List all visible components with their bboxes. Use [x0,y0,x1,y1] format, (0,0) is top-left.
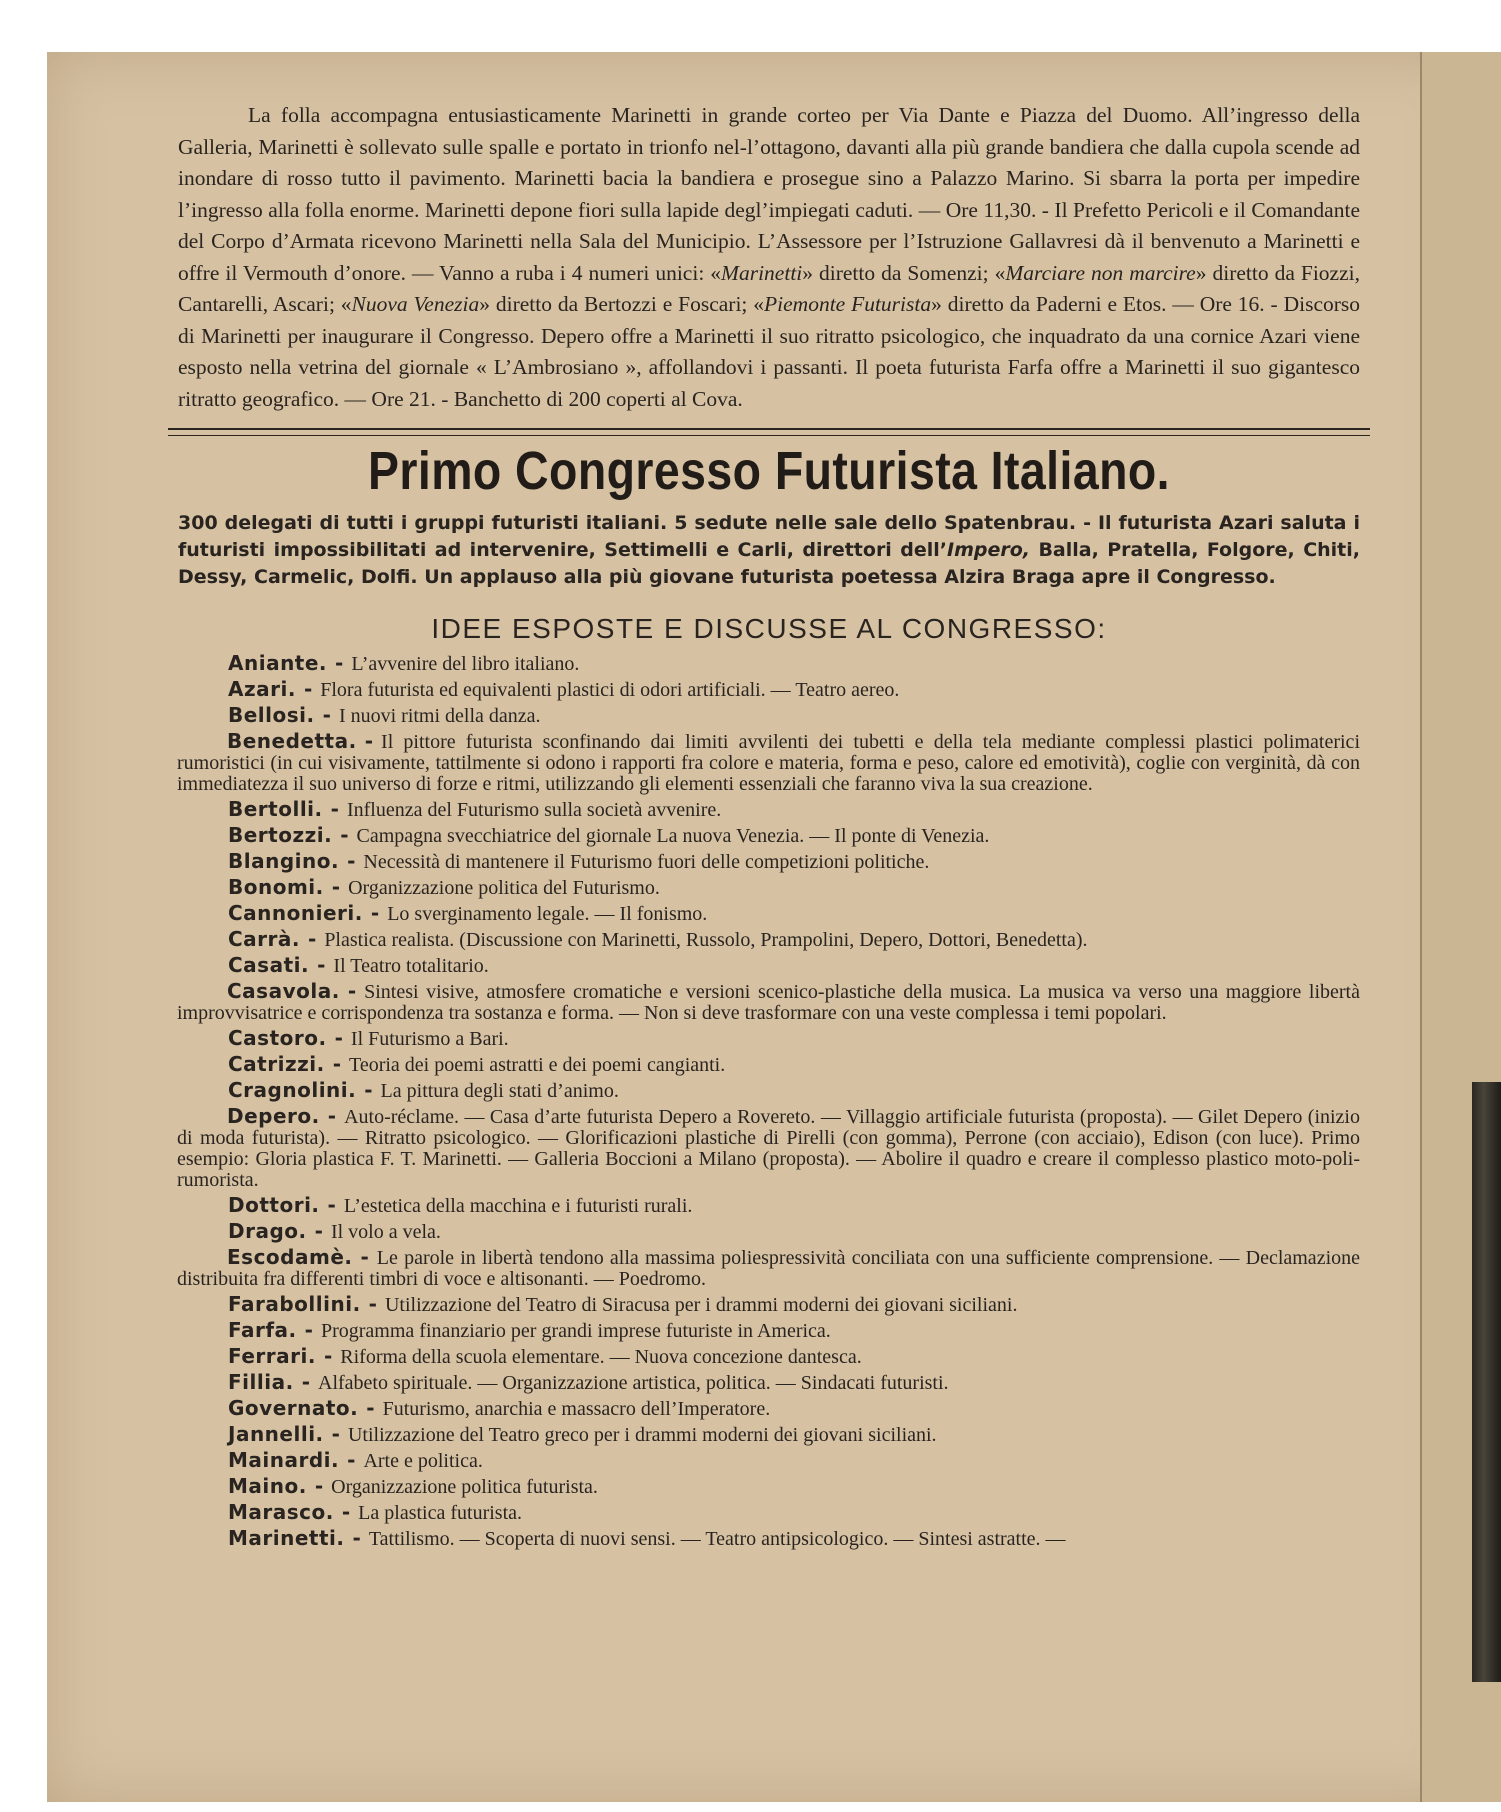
idea-entry [228,1372,1360,1394]
entry-author: Escodamè. [227,1245,353,1269]
entry-dash: - [347,979,357,1003]
intro-text-5: » diretto da Paderni e Etos. — Ore 16. - Discorso di Marinetti per inaugurare il Congresso. Depero offre a Marinetti il suo ritratto psicologico, che inquadrato da una cornice Azari viene esposto nella vetrina del giornale « L’Ambrosiano », affollandovi i passanti. Il poeta futurista Farfa offre a Marinetti il suo gigantesco ritratto geografico. — Ore 21. - Banchetto di 200 coperti al Cova. [178,292,1361,411]
entry-author: Castoro. [228,1026,327,1050]
idea-entry [228,1398,1360,1420]
entry-dash: - [301,1370,310,1394]
entry-text: Campagna svecchiatrice del giornale La nuova Venezia. — Il ponte di Venezia. [356,825,990,847]
entry-author: Farfa. [228,1318,297,1342]
intro-title-4: Piemonte Futurista [764,292,932,316]
idea-entry [228,1346,1360,1368]
entry-text: Flora futurista ed equivalenti plastici di odori artificiali. — Teatro aereo. [320,679,900,701]
congress-title: Primo Congresso Futurista Italiano. [367,441,1171,501]
idea-entry [228,705,1360,727]
entry-text: Teoria dei poemi astratti e dei poemi cangianti. [349,1054,726,1076]
entry-dash: - [308,927,317,951]
idea-entry [228,653,1360,675]
entry-author: Dottori. [228,1193,320,1217]
entry-dash: - [327,1193,336,1217]
entry-author: Bonomi. [228,875,324,899]
entry-author: Bertolli. [228,797,323,821]
entry-author: Casavola. [227,979,340,1003]
idea-entry [228,1502,1360,1524]
idea-entry [228,955,1360,977]
entry-text: L’estetica della macchina e i futuristi rurali. [343,1195,693,1217]
entry-author: Ferrari. [228,1344,316,1368]
entry-author: Benedetta. [227,729,357,753]
idea-entry [228,1450,1360,1472]
entry-dash: - [370,901,380,925]
entry-dash: - [303,677,313,701]
entry-text: Alfabeto spirituale. — Organizzazione artistica, politica. — Sindacati futuristi. [318,1372,949,1394]
double-rule-divider [168,428,1370,436]
entry-author: Maino. [228,1474,307,1498]
entry-dash: - [323,1344,333,1368]
entry-author: Blangino. [228,849,340,873]
entry-dash: - [314,1219,323,1243]
entry-text: Necessità di mantenere il Futurismo fuori delle competizioni politiche. [363,851,930,873]
entry-author: Marasco. [228,1500,334,1524]
entry-author: Cannonieri. [228,901,363,925]
idea-entry [228,825,1360,847]
intro-text-2: » diretto da Somenzi; « [802,260,1006,285]
entry-author: Drago. [228,1219,307,1243]
entry-author: Casati. [228,953,310,977]
entry-author: Fillia. [228,1370,294,1394]
entry-dash: - [317,953,326,977]
congress-subtitle [178,510,1360,591]
entry-author: Cragnolini. [228,1078,357,1102]
entry-dash: - [331,875,341,899]
idea-entry [228,1294,1360,1316]
entry-dash: - [304,1318,313,1342]
entry-text: Arte e politica. [363,1450,483,1472]
idea-entry [228,679,1360,701]
subtitle-text-a: 300 delegati di tutti i gruppi futuristi italiani. 5 sedute nelle sale dello Spatenbrau. - Il futurista Azari saluta i futuristi impossibilitati ad intervenire, Settimelli e Carli, direttori dell’ [178,512,1360,561]
idea-entry [228,1080,1360,1102]
entry-dash: - [332,1052,341,1076]
intro-title-1: Marinetti [721,260,803,285]
entry-text: Le parole in libertà tendono alla massima poliespressività conciliata con una sufficiente comprensione. — Declamazione distribuita fra differenti timbri di voce e altisonanti. — Poedromo. [177,1247,1360,1290]
entry-author: Azari. [228,677,296,701]
entry-text: Sintesi visive, atmosfere cromatiche e versioni scenico-plastiche della musica. La musica va verso una maggiore libertà improvvisatrice e corrispondenza tra sostanza e forma. — Non si deve trasformare con una veste complessa i temi popolari. [177,981,1360,1024]
idea-entry [177,981,1360,1024]
entry-author: Depero. [227,1104,320,1128]
adjacent-photo-strip [1472,1082,1501,1682]
entry-text: Il volo a vela. [330,1221,441,1243]
entry-dash: - [366,1396,375,1420]
entry-text: Tattilismo. — Scoperta di nuovi sensi. — Teatro antipsicologico. — Sintesi astratte. — [368,1528,1066,1550]
entry-text: Organizzazione politica futurista. [331,1476,598,1498]
idea-entry [228,929,1360,951]
intro-title-2: Marciare non marcire [1005,260,1196,285]
entry-text: Il Teatro totalitario. [333,955,489,977]
idea-entry [228,1320,1360,1342]
intro-text-3: » diretto da Fiozzi, Cantarelli, Ascari; « [178,260,1360,316]
idea-entry [228,1028,1360,1050]
entry-text: Programma finanziario per grandi imprese futuriste in America. [320,1320,831,1342]
idea-entry [177,1106,1360,1191]
entry-author: Governato. [228,1396,359,1420]
entry-text: Il pittore futurista sconfinando dai limiti avvilenti dei tubetti e della tela mediante complessi plastici polimaterici rumoristici (in cui visivamente, tattilmente si odono i rapporti fra colore e materia, forma e peso, calore ed emotività), coglie con verginità, dà con immediatezza il suo universo di forze e ritmi, utilizzando gli elementi essenziali che faranno viva la sua creazione. [177,731,1360,795]
entry-author: Marinetti. [228,1526,345,1550]
idea-entry [228,1424,1360,1446]
entry-text: Utilizzazione del Teatro di Siracusa per i drammi moderni dei giovani siciliani. [384,1294,1018,1316]
idea-entry [228,1195,1360,1217]
entry-dash: - [327,1104,337,1128]
intro-paragraph [178,100,1360,415]
idea-entry [228,1476,1360,1498]
entry-dash: - [368,1292,377,1316]
entry-dash: - [352,1526,361,1550]
intro-title-3: Nuova Venezia [351,292,480,316]
entry-dash: - [334,1026,343,1050]
document-content [178,100,1360,1554]
idea-entry [177,1247,1360,1290]
idea-entry [228,799,1360,821]
subtitle-text-b: Balla, Pratella, Folgore, Chiti, Dessy, Carmelic, Dolfi. Un applauso alla più giovane futurista poetessa Alzira Braga apre il Congresso. [178,539,1360,588]
idea-entry [228,877,1360,899]
idea-entry [228,1221,1360,1243]
entry-dash: - [364,1078,373,1102]
entry-dash: - [347,849,356,873]
entry-author: Bertozzi. [228,823,333,847]
intro-text-4: » diretto da Bertozzi e Foscari; « [479,292,765,316]
entry-text: L’avvenire del libro italiano. [351,653,580,675]
idea-entry [177,731,1360,795]
entry-text: Influenza del Futurismo sulla società avvenire. [346,799,722,821]
entry-text: Riforma della scuola elementare. — Nuova concezione dantesca. [340,1346,862,1368]
entry-dash: - [322,703,331,727]
subtitle-italic: Impero, [947,539,1030,561]
entry-text: Plastica realista. (Discussione con Marinetti, Russolo, Prampolini, Depero, Dottori, Benedetta). [324,929,1088,951]
entry-text: La plastica futurista. [358,1502,522,1524]
idea-entry [228,903,1360,925]
entry-text: I nuovi ritmi della danza. [338,705,541,727]
ideas-heading: IDEE ESPOSTE E DISCUSSE AL CONGRESSO: [431,613,1107,644]
entry-author: Catrizzi. [228,1052,325,1076]
entry-text: Il Futurismo a Bari. [350,1028,509,1050]
entry-author: Farabollini. [228,1292,361,1316]
entry-dash: - [331,1422,340,1446]
entry-dash: - [330,797,339,821]
entry-author: Jannelli. [228,1422,324,1446]
entry-author: Aniante. [228,651,328,675]
intro-text-1: La folla accompagna entusiasticamente Marinetti in grande corteo per Via Dante e Piazza del Duomo. All’ingresso della Galleria, Marinetti è sollevato sulle spalle e portato in trionfo nel-l’ottagono, davanti alla più grande bandiera che dalla cupola scende ad inondare di rosso tutto il pavimento. Marinetti bacia la bandiera e prosegue sino a Palazzo Marino. Si sbarra la porta per impedire l’ingresso alla folla enorme. Marinetti depone fiori sulla lapide degl’impiegati caduti. — Ore 11,30. - Il Prefetto Pericoli e il Comandante del Corpo d’Armata ricevono Marinetti nella Sala del Municipio. L’Assessore per l’Istruzione Gallavresi dà il benvenuto a Marinetti e offre il Vermouth d’onore. — Vanno a ruba i 4 numeri unici: « [178,103,1360,285]
entry-text: Futurismo, anarchia e massacro dell’Imperatore. [382,1398,771,1420]
entry-author: Mainardi. [228,1448,340,1472]
entry-dash: - [340,823,349,847]
entry-author: Carrà. [228,927,300,951]
entry-text: Lo sverginamento legale. — Il fonismo. [387,903,708,925]
entry-dash: - [364,729,374,753]
entry-dash: - [341,1500,351,1524]
entry-dash: - [314,1474,324,1498]
idea-entry [228,851,1360,873]
entry-text: La pittura degli stati d’animo. [380,1080,619,1102]
entry-dash: - [335,651,344,675]
entry-text: Auto-réclame. — Casa d’arte futurista Depero a Rovereto. — Villaggio artificiale futurista (proposta). — Gilet Depero (inizio di moda futurista). — Ritratto psicologico. — Glorificazioni plastiche di Pirelli (con gomma), Perrone (con acciaio), Edison (con luce). Primo esempio: Gloria plastica F. T. Marinetti. — Galleria Boccioni a Milano (proposta). — Abolire il quadro e creare il complesso plastico moto-poli-rumorista. [177,1106,1360,1191]
idea-entry [228,1528,1360,1550]
idea-entry [228,1054,1360,1076]
entry-dash: - [360,1245,369,1269]
entry-text: Organizzazione politica del Futurismo. [348,877,660,899]
entry-author: Bellosi. [228,703,315,727]
entry-dash: - [347,1448,356,1472]
entry-text: Utilizzazione del Teatro greco per i drammi moderni dei giovani siciliani. [347,1424,937,1446]
ideas-list [178,653,1360,1550]
